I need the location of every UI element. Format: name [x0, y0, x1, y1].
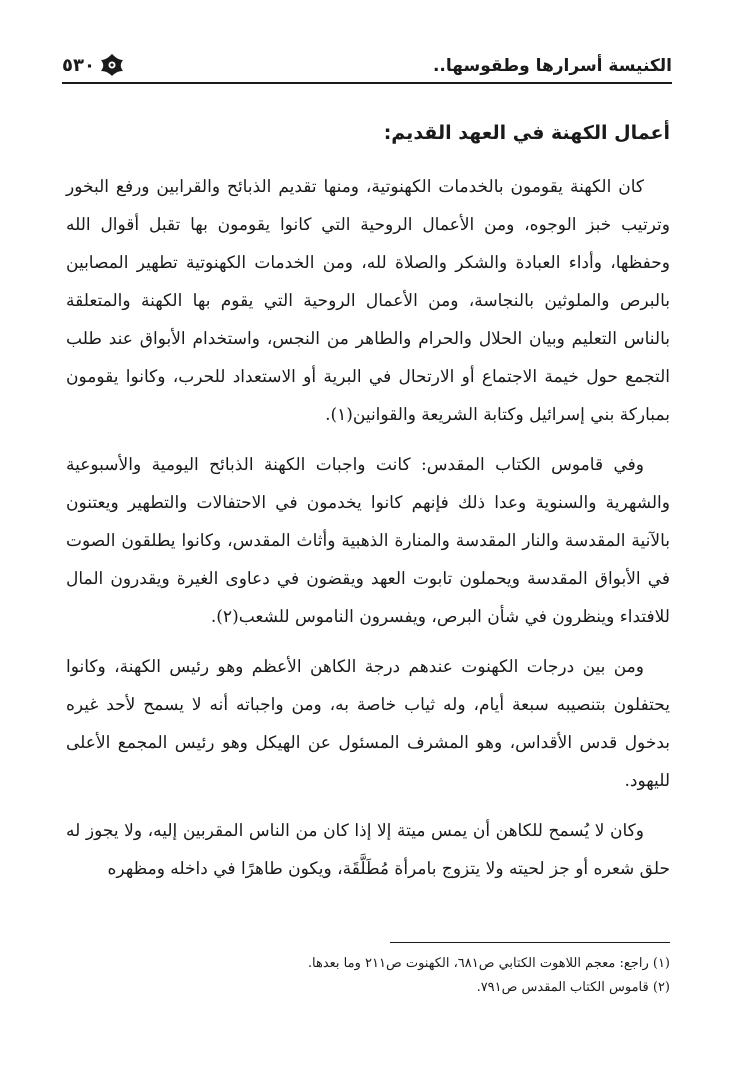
page-number: ٥٣٠ — [62, 54, 95, 76]
page-number-block — [62, 52, 125, 78]
paragraph: كان الكهنة يقومون بالخدمات الكهنوتية، ومنها تقديم الذبائح والقرابين ورفع البخور وترتيب خبز الوجوه، ومن الأعمال الروحية التي كانوا يقومون بها تقبل أقوال الله وحفظها، وأداء العبادة والشكر والصلاة لله، ومن الخدمات الكهنوتية تطهير المصابين بالبرص والملوثين بالنجاسة، ومن الأعمال الروحية التي يقوم بها الكهنة والمتعلقة بالناس التعليم وبيان الحلال والحرام والطاهر من النجس، واستخدام الأبواق عند طلب التجمع حول خيمة الاجتماع أو الارتحال في البرية أو الاستعداد للحرب، وكانوا يقومون بمباركة بني إسرائيل وكتابة الشريعة والقوانين(١). — [66, 177, 670, 425]
header-divider — [62, 82, 672, 84]
section-heading: أعمال الكهنة في العهد القديم: — [383, 122, 670, 144]
footnote-divider — [390, 942, 670, 943]
paragraph: وكان لا يُسمح للكاهن أن يمس ميتة إلا إذا كان من الناس المقربين إليه، ولا يجوز له حلق شعره أو جز لحيته ولا يتزوج بامرأة مُطَلَّقَة، ويكون طاهرًا في داخله ومظهره — [66, 821, 670, 879]
footnote: (٢) قاموس الكتاب المقدس ص٧٩١. — [476, 980, 670, 995]
page-header — [62, 52, 672, 92]
footnotes — [66, 952, 670, 1000]
decorative-ornament-icon — [99, 52, 125, 78]
paragraph: وفي قاموس الكتاب المقدس: كانت واجبات الكهنة الذبائح اليومية والأسبوعية والشهرية والسنوية وعدا ذلك فإنهم كانوا يخدمون في الاحتفالات والتطهير ويعتنون بالآنية المقدسة والنار المقدسة والمنارة الذهبية وأثاث المقدس، وكانوا يطلقون الصوت في الأبواق المقدسة ويحملون تابوت العهد ويقضون في دعاوى الغيرة ويقدرون المال للافتداء وينظرون في شأن البرص، ويفسرون الناموس للشعب(٢). — [66, 455, 670, 627]
footnote: (١) راجع: معجم اللاهوت الكتابي ص٦٨١، الكهنوت ص٢١١ وما بعدها. — [307, 956, 670, 971]
paragraph: ومن بين درجات الكهنوت عندهم درجة الكاهن الأعظم وهو رئيس الكهنة، وكانوا يحتفلون بتنصيبه سبعة أيام، وله ثياب خاصة به، ومن واجباته أنه لا يسمح لأحد غيره بدخول قدس الأقداس، وهو المشرف المسئول عن الهيكل وهو رئيس المجمع الأعلى لليهود. — [66, 657, 670, 791]
running-title: الكنيسة أسرارها وطقوسها.. — [432, 56, 672, 76]
main-content — [66, 118, 670, 900]
